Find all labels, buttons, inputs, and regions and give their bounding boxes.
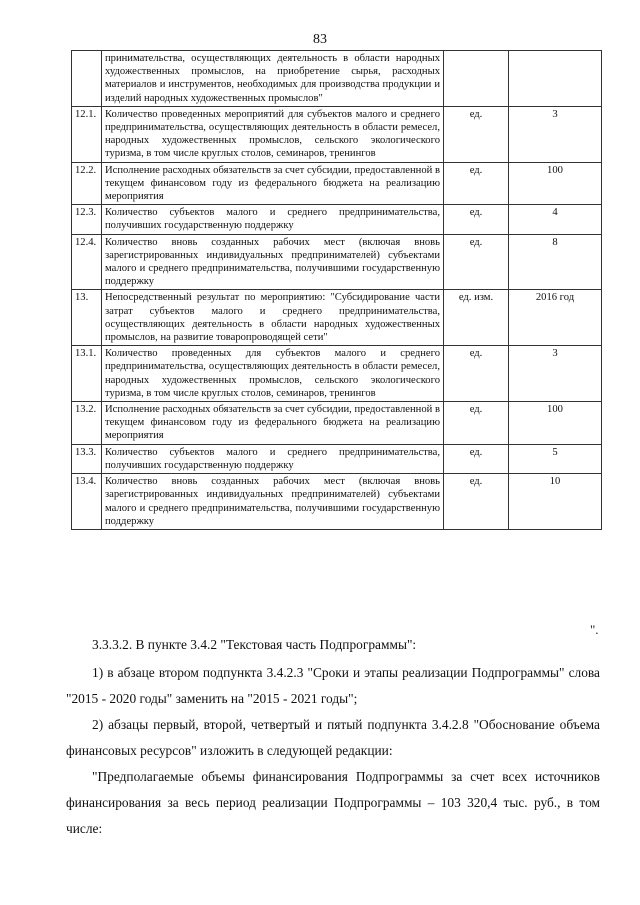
row-unit-cell: ед. [444, 346, 509, 402]
row-number-cell: 12.2. [72, 162, 102, 205]
table-row [72, 290, 602, 346]
table-row [72, 162, 602, 205]
row-number-cell: 13.1. [72, 346, 102, 402]
row-number-cell: 13. [72, 290, 102, 346]
table-row [72, 234, 602, 290]
table-row [72, 205, 602, 234]
row-value-cell: 2016 год [509, 290, 602, 346]
table-row [72, 444, 602, 473]
row-number-cell: 12.3. [72, 205, 102, 234]
row-unit-cell: ед. изм. [444, 290, 509, 346]
table-row [72, 51, 602, 107]
row-unit-cell: ед. [444, 474, 509, 530]
row-name-cell: Исполнение расходных обязательств за счет субсидии, предоставленной в текущем финансовом году из федерального бюджета на реализацию мероприятия [102, 402, 444, 445]
row-unit-cell: ед. [444, 106, 509, 162]
row-name-cell: Исполнение расходных обязательств за счет субсидии, предоставленной в текущем финансовом году из федерального бюджета на реализацию мероприятия [102, 162, 444, 205]
row-name-cell: Количество субъектов малого и среднего предпринимательства, получивших государственную поддержку [102, 205, 444, 234]
closing-quote-mark: ". [590, 622, 599, 637]
row-unit-cell: ед. [444, 402, 509, 445]
row-value-cell: 10 [509, 474, 602, 530]
paragraph-item-2: 2) абзацы первый, второй, четвертый и пятый подпункта 3.4.2.8 "Обоснование объема финансовых ресурсов" изложить в следующей редакции: [66, 717, 600, 758]
indicators-table [71, 50, 602, 530]
row-unit-cell: ед. [444, 205, 509, 234]
row-value-cell: 5 [509, 444, 602, 473]
row-value-cell: 3 [509, 106, 602, 162]
row-unit-cell: ед. [444, 234, 509, 290]
paragraph-financing: "Предполагаемые объемы финансирования Подпрограммы за счет всех источников финансирования за весь период реализации Подпрограммы – 103 320,4 тыс. руб., в том числе: [66, 769, 600, 836]
row-value-cell: 100 [509, 402, 602, 445]
row-number-cell: 12.1. [72, 106, 102, 162]
table-row [72, 106, 602, 162]
paragraph-item-1: 1) в абзаце втором подпункта 3.4.2.3 "Сроки и этапы реализации Подпрограммы" слова "2015 - 2020 годы" заменить на "2015 - 2021 годы"; [66, 665, 600, 706]
row-name-cell: Количество субъектов малого и среднего предпринимательства, получивших государственную поддержку [102, 444, 444, 473]
row-value-cell: 3 [509, 346, 602, 402]
row-unit-cell: ед. [444, 162, 509, 205]
row-value-cell [509, 51, 602, 107]
row-number-cell: 13.4. [72, 474, 102, 530]
row-name-cell: Количество вновь созданных рабочих мест (включая вновь зарегистрированных индивидуальных предпринимателей) субъектами малого и среднего предпринимательства, получившими государственную поддержку [102, 234, 444, 290]
row-number-cell: 13.2. [72, 402, 102, 445]
table-row [72, 346, 602, 402]
row-number-cell: 12.4. [72, 234, 102, 290]
row-name-cell: Количество вновь созданных рабочих мест (включая вновь зарегистрированных индивидуальных предпринимателей) субъектами малого и среднего предпринимательства, получившими государственную поддержку [102, 474, 444, 530]
row-unit-cell: ед. [444, 444, 509, 473]
page-number: 83 [313, 32, 327, 47]
row-name-cell: Непосредственный результат по мероприятию: "Субсидирование части затрат субъектов малого и среднего предпринимательства, осуществляющих деятельность в области народных художественных промыслов, на развитие товаропроводящей сети" [102, 290, 444, 346]
row-name-cell: Количество проведенных мероприятий для субъектов малого и среднего предпринимательства, осуществляющих деятельность в области ремесел, народных художественных промыслов, сельского экологического туризма, в том числе круглых столов, семинаров, тренингов [102, 106, 444, 162]
row-number-cell [72, 51, 102, 107]
row-number-cell: 13.3. [72, 444, 102, 473]
table-row [72, 402, 602, 445]
row-name-cell: принимательства, осуществляющих деятельность в области народных художественных промыслов, на приобретение сырья, расходных материалов и инструментов, необходимых для производства продукции и изделий народных художественных промыслов" [102, 51, 444, 107]
table-row [72, 474, 602, 530]
row-value-cell: 8 [509, 234, 602, 290]
paragraph-3-3-3-2: 3.3.3.2. В пункте 3.4.2 "Текстовая часть Подпрограммы": [92, 637, 417, 652]
row-value-cell: 100 [509, 162, 602, 205]
row-unit-cell [444, 51, 509, 107]
row-value-cell: 4 [509, 205, 602, 234]
row-name-cell: Количество проведенных для субъектов малого и среднего предпринимательства, осуществляющих деятельность в области ремесел, народных художественных промыслов, сельского экологического туризма, в том числе круглых столов, семинаров, тренингов [102, 346, 444, 402]
